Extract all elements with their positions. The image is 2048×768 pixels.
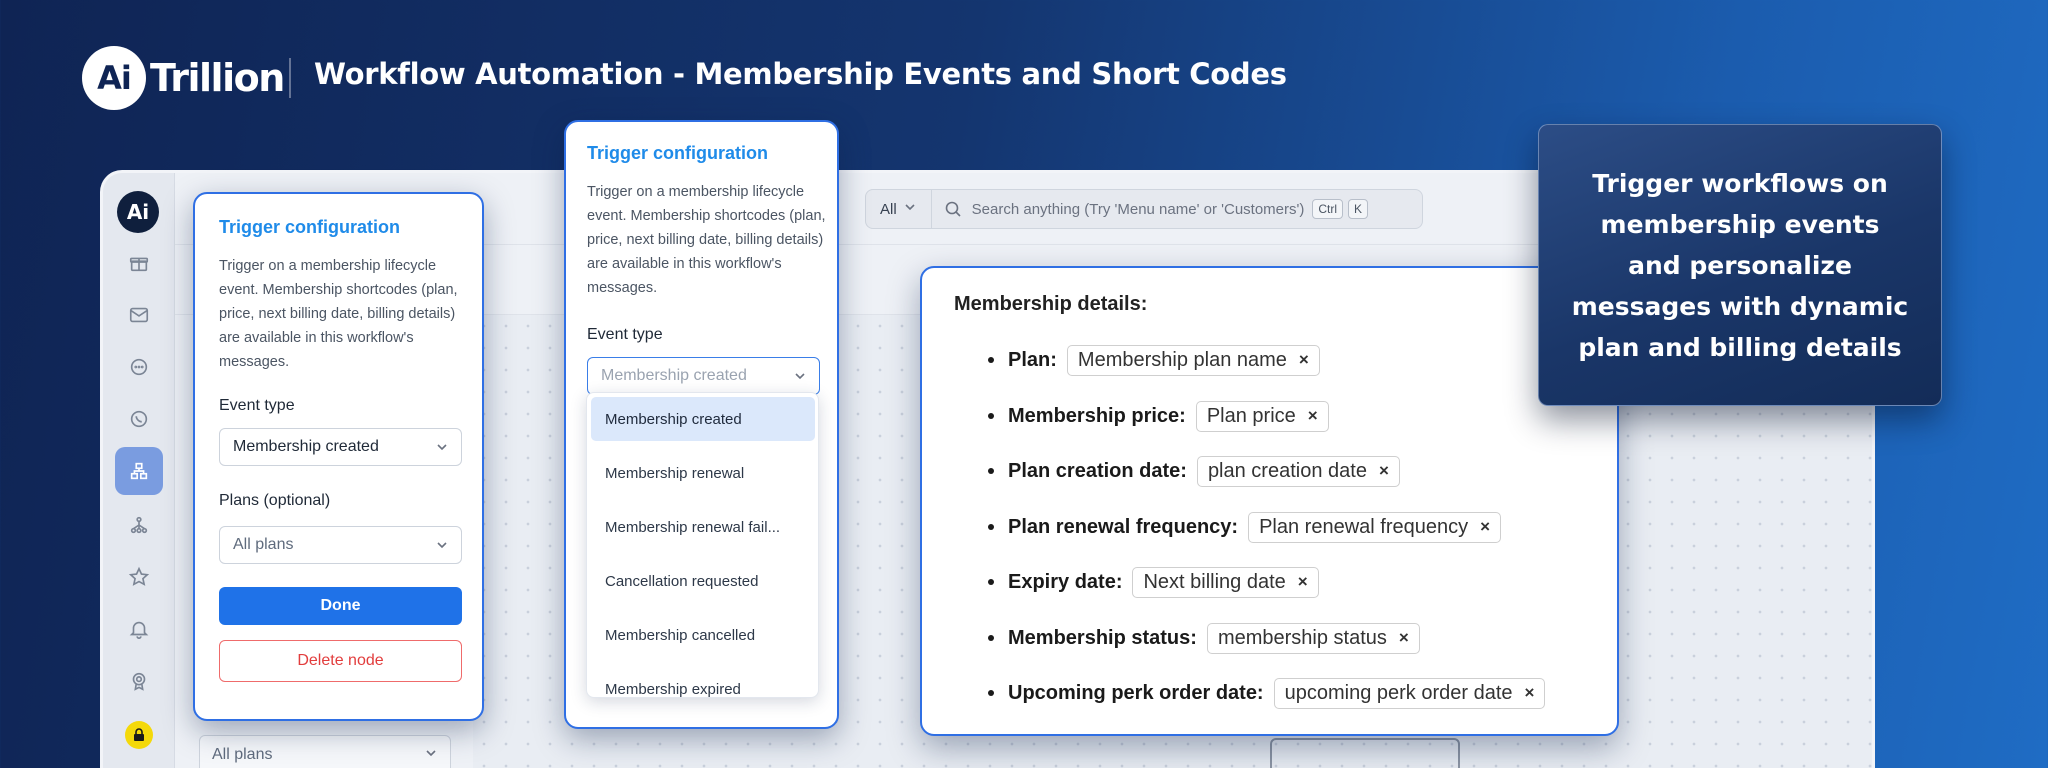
chevron-down-icon: [424, 746, 438, 765]
event-type-value: Membership created: [601, 367, 747, 384]
bullet: [988, 468, 994, 474]
dropdown-option-membership-created[interactable]: Membership created: [591, 397, 815, 441]
close-icon[interactable]: ×: [1298, 350, 1309, 369]
close-icon[interactable]: ×: [1378, 461, 1389, 480]
chip-text: membership status: [1217, 626, 1387, 649]
chevron-down-icon: [435, 538, 449, 557]
shortcode-chip[interactable]: [1207, 623, 1420, 654]
detail-label: Plan:: [1008, 348, 1057, 371]
membership-details-title: Membership details:: [954, 293, 1148, 315]
search-icon: [944, 200, 962, 218]
detail-row-plan-creation-date: [988, 454, 1400, 488]
bell-icon[interactable]: [119, 609, 159, 649]
membership-details-panel: [920, 266, 1619, 736]
plans-value: All plans: [233, 536, 294, 553]
event-type-label: Event type: [219, 397, 295, 414]
search-placeholder: Search anything (Try 'Menu name' or 'Customers'): [971, 200, 1305, 218]
done-button[interactable]: Done: [219, 587, 462, 625]
bullet: [988, 524, 994, 530]
dropdown-option-membership-renewal[interactable]: Membership renewal: [605, 464, 745, 482]
plans-label: Plans (optional): [219, 492, 331, 509]
close-icon[interactable]: ×: [1307, 406, 1318, 425]
bullet: [988, 579, 994, 585]
detail-row-expiry-date: [988, 565, 1319, 599]
shortcode-chip[interactable]: [1196, 401, 1329, 432]
chevron-down-icon: [903, 200, 917, 218]
brand-logo: [82, 46, 284, 110]
page-title: Workflow Automation - Membership Events and Short Codes: [314, 57, 1287, 91]
search-scope-label: All: [880, 200, 897, 218]
org-chart-icon[interactable]: [119, 505, 159, 545]
shortcode-chip[interactable]: [1197, 456, 1400, 487]
chat-icon[interactable]: [119, 347, 159, 387]
detail-label: Plan renewal frequency:: [1008, 515, 1239, 538]
chip-text: upcoming perk order date: [1284, 681, 1513, 704]
workflow-node-outline[interactable]: [1270, 738, 1460, 768]
sidebar-logo[interactable]: Ai: [117, 191, 159, 233]
shortcut-key-k: K: [1348, 199, 1368, 219]
trigger-config-card-middle: [564, 120, 839, 729]
event-type-dropdown: [586, 392, 819, 698]
event-type-select-open[interactable]: [587, 357, 820, 395]
dropdown-option-membership-cancelled[interactable]: Membership cancelled: [605, 626, 756, 644]
shortcode-chip[interactable]: [1248, 512, 1501, 543]
detail-row-membership-status: [988, 621, 1420, 655]
card-description: Trigger on a membership lifecycle event. Membership shortcodes (plan, price, next billing date, billing details) are available in this workflow's messages.: [587, 184, 826, 296]
detail-label: Membership status:: [1008, 626, 1197, 649]
detail-row-membership-price: [988, 399, 1329, 433]
mail-icon[interactable]: [119, 295, 159, 335]
chevron-down-icon: [793, 369, 807, 388]
callout-text: Trigger workflows on membership events and personalize messages with dynamic plan and billing details: [1571, 168, 1909, 362]
header-divider: [289, 58, 291, 98]
badge-icon[interactable]: [119, 661, 159, 701]
detail-label: Upcoming perk order date:: [1008, 681, 1264, 704]
card-title: Trigger configuration: [587, 143, 769, 163]
shortcode-chip[interactable]: [1067, 345, 1320, 376]
close-icon[interactable]: ×: [1524, 683, 1535, 702]
sidebar: [103, 173, 175, 768]
plans-select[interactable]: [219, 526, 462, 564]
dropdown-option-cancellation-requested[interactable]: Cancellation requested: [605, 572, 759, 590]
chip-text: Plan renewal frequency: [1259, 515, 1469, 538]
plans-select-background[interactable]: [199, 735, 451, 768]
close-icon[interactable]: ×: [1297, 572, 1308, 591]
detail-row-upcoming-perk-order-date: [988, 676, 1545, 710]
dropdown-option-membership-renewal-failed[interactable]: Membership renewal fail...: [605, 518, 781, 536]
event-type-select[interactable]: [219, 428, 462, 466]
close-icon[interactable]: ×: [1480, 517, 1491, 536]
whatsapp-icon[interactable]: [119, 399, 159, 439]
chip-text: Next billing date: [1143, 570, 1286, 593]
feature-callout: [1538, 124, 1942, 406]
bullet: [988, 635, 994, 641]
search-scope-select[interactable]: [866, 190, 932, 228]
detail-label: Expiry date:: [1008, 570, 1123, 593]
brand-mark: Ai: [82, 46, 146, 110]
shortcode-chip[interactable]: [1132, 567, 1318, 598]
star-icon[interactable]: [119, 557, 159, 597]
detail-label: Plan creation date:: [1008, 459, 1187, 482]
gift-icon[interactable]: [119, 243, 159, 283]
chip-text: plan creation date: [1207, 459, 1367, 482]
event-type-label: Event type: [587, 326, 663, 343]
lock-icon[interactable]: [125, 721, 153, 749]
plans-select-value: All plans: [212, 746, 273, 763]
bullet: [988, 690, 994, 696]
dropdown-option-membership-expired[interactable]: Membership expired: [605, 680, 741, 698]
close-icon[interactable]: ×: [1398, 628, 1409, 647]
chip-text: Membership plan name: [1077, 348, 1287, 371]
shortcut-key-ctrl: Ctrl: [1312, 199, 1343, 219]
chevron-down-icon: [435, 440, 449, 459]
workflow-icon[interactable]: [115, 447, 163, 495]
shortcode-chip[interactable]: [1274, 678, 1546, 709]
chip-text: Plan price: [1206, 404, 1296, 427]
event-type-value: Membership created: [233, 438, 379, 455]
detail-row-plan: [988, 343, 1320, 377]
global-search[interactable]: [865, 189, 1423, 229]
detail-row-plan-renewal-frequency: [988, 510, 1501, 544]
bullet: [988, 413, 994, 419]
detail-label: Membership price:: [1008, 404, 1186, 427]
delete-node-button[interactable]: Delete node: [219, 640, 462, 682]
card-description: Trigger on a membership lifecycle event. Membership shortcodes (plan, price, next billing date, billing details) are available in this workflow's messages.: [219, 258, 458, 370]
card-title: Trigger configuration: [219, 217, 401, 237]
bullet: [988, 357, 994, 363]
brand-wordmark: Trillion: [150, 56, 284, 100]
trigger-config-card-left: [193, 192, 484, 721]
